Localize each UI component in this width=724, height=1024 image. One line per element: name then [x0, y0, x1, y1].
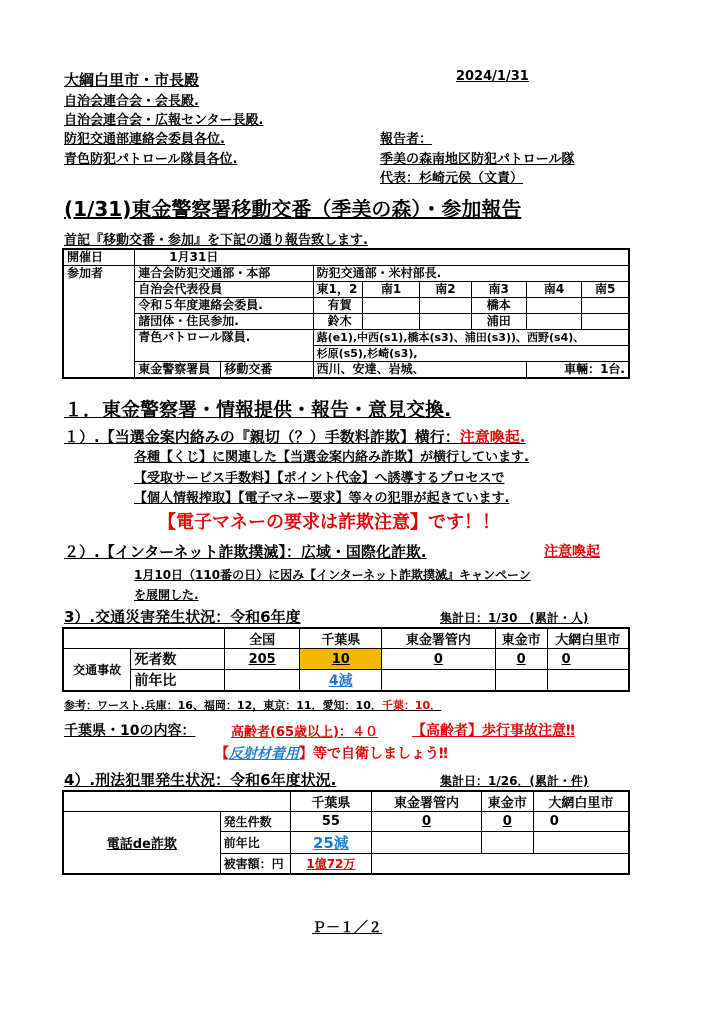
area-cell: 浦田: [471, 314, 526, 330]
area-cell: [582, 298, 629, 314]
section1-heading: １．東金警察署・情報提供・報告・意見交換.: [64, 399, 452, 421]
area-header: 南3: [471, 282, 526, 298]
reflector-word: 反射材着用: [229, 746, 299, 762]
item1-title-text: １）.【当選金案内絡みの『親切（？）手数料詐欺】横行：: [64, 428, 460, 446]
area-cell: 鈴木: [313, 314, 362, 330]
vehicle-count: 車輛：1台.: [526, 362, 629, 379]
row-label: 移動交番: [221, 362, 313, 379]
item1-warning: 【電子マネーの要求は詐欺注意】です！！: [158, 512, 500, 533]
area-cell: [362, 314, 419, 330]
addressee-line-5: 青色防犯パトロール隊員各位.: [64, 152, 238, 167]
chiba-warning: 【高齢者】歩行事故注意‼: [412, 723, 575, 739]
area-cell: [420, 314, 471, 330]
addressee-line-1: 大綱白里市・市長殿: [64, 71, 200, 89]
police-staff: 西川、安達、岩城、: [313, 362, 526, 379]
area-header: 南2: [420, 282, 471, 298]
patrol-members-2: 杉原(s5),杉崎(s3),: [313, 346, 629, 362]
section4-title: 4）.刑法犯罪発生状況：令和6年度状況.: [64, 771, 337, 789]
deaths-togane-police: 0: [382, 649, 496, 670]
area-cell: [526, 314, 581, 330]
traffic-table: [62, 627, 630, 692]
area-cell: 有賀: [313, 298, 362, 314]
col-header: 東金署管内: [372, 791, 482, 812]
row-label: 自治会代表役員: [135, 282, 313, 298]
item1-line-1: 各種【くじ】に関連した【当選金案内絡み詐欺】が横行しています.: [134, 450, 529, 465]
reporter-rep: 代表：杉崎元侯（文責）: [380, 171, 524, 186]
area-cell: [362, 298, 419, 314]
deaths-label: 死者数: [131, 649, 225, 670]
reference-chiba: 千葉：10．: [381, 699, 442, 712]
area-cell: 橋本: [471, 298, 526, 314]
row-value: 防犯交通部・米村部長.: [313, 266, 629, 282]
item2-line-2: を展開した.: [134, 588, 199, 602]
report-title: (1/31)東金警察署移動交番（季美の森）・参加報告: [64, 197, 522, 221]
section4-tally: 集計日：1/26．(累計・件): [440, 774, 589, 788]
deaths-togane-city: 0: [495, 649, 547, 670]
damage-label: 被害額：円: [220, 854, 290, 875]
damage-chiba: 1億72万: [290, 854, 372, 875]
item2-line-1: 1月10日（110番の日）に因み【インターネット詐欺撲滅』キャンペーン: [134, 568, 531, 582]
row-label: 交通事故: [63, 649, 131, 692]
row-label: 諸団体・住民参加.: [135, 314, 313, 330]
col-header: 東金署管内: [382, 628, 496, 649]
date-label: 開催日: [63, 249, 135, 266]
item1-alert: 注意喚起.: [459, 428, 526, 446]
report-date: 2024/1/31: [456, 69, 529, 84]
deaths-oamishirasato: 0: [547, 649, 629, 670]
date-value: 1月31日: [135, 249, 629, 266]
item2-title: ２）.【インターネット詐欺撲滅】：広域・国際化詐欺.: [64, 543, 427, 561]
col-header: 東金市: [481, 791, 533, 812]
area-header: 南4: [526, 282, 581, 298]
count-chiba: 55: [290, 812, 372, 832]
section3-tally: 集計日：1/30 (累計・人): [440, 611, 589, 625]
yoy-chiba: 4減: [300, 670, 382, 692]
addressee-line-3: 自治会連合会・広報センター長殿.: [64, 113, 264, 128]
participants-label: 参加者: [63, 266, 135, 379]
yoy-label: 前年比: [131, 670, 225, 692]
row-label: 電話de詐欺: [63, 812, 220, 875]
section3-title: 3）.交通災害発生状況：令和6年度: [64, 608, 301, 626]
reporter-org: 季美の森南地区防犯パトロール隊: [380, 152, 575, 167]
area-cell: [582, 314, 629, 330]
count-oamishirasato: 0: [533, 812, 629, 832]
item2-alert: 注意喚起: [544, 544, 600, 560]
reflector-note: [215, 743, 448, 763]
addressee-line-4: 防犯交通部連絡会委員各位.: [64, 132, 225, 147]
page-number: Ｐ－１／２: [312, 920, 382, 936]
item1-line-2: 【受取サービス手数料】【ポイント代金】へ誘導するプロセスで: [134, 471, 505, 486]
count-label: 発生件数: [220, 812, 290, 832]
participants-table: [62, 248, 630, 379]
area-cell: [526, 298, 581, 314]
item1-title: [64, 426, 525, 447]
chiba-elderly: 高齢者(65歳以上)：４０: [231, 725, 378, 740]
col-header: 千葉県: [300, 628, 382, 649]
crime-table: [62, 790, 630, 875]
area-header: 東1，2: [313, 282, 362, 298]
reference-text: 参考：ワースト.兵庫：16、福岡：12，東京：11．愛知：10．: [64, 699, 382, 712]
reflector-close: 】等で自衛しましょう‼: [299, 746, 448, 762]
chiba-label: 千葉県・10の内容：: [64, 723, 196, 739]
area-cell: [420, 298, 471, 314]
count-togane-police: 0: [372, 812, 482, 832]
reference-line: [64, 697, 441, 713]
col-header: 大網白里市: [533, 791, 629, 812]
deaths-national: 205: [224, 649, 300, 670]
item1-line-3: 【個人情報搾取】【電子マネー要求】等々の犯罪が起きています.: [134, 491, 510, 506]
deaths-chiba: 10: [300, 649, 382, 670]
addressee-line-2: 自治会連合会・会長殿.: [64, 94, 199, 109]
area-header: 南5: [582, 282, 629, 298]
col-header: 全国: [224, 628, 300, 649]
reporter-label: 報告者：: [380, 132, 433, 147]
col-header: 千葉県: [290, 791, 372, 812]
row-label: 連合会防犯交通部・本部: [135, 266, 313, 282]
patrol-members-1: 蕗(e1),中西(s1),橋本(s3)、浦田(s3))、西野(s4)、: [313, 330, 629, 346]
yoy-label: 前年比: [220, 832, 290, 854]
row-label: 令和５年度連絡会委員.: [135, 298, 313, 314]
row-label: 東金警察署員: [135, 362, 221, 379]
count-togane-city: 0: [481, 812, 533, 832]
col-header: 東金市: [495, 628, 547, 649]
col-header: 大網白里市: [547, 628, 629, 649]
area-header: 南1: [362, 282, 419, 298]
yoy-chiba: 25減: [290, 832, 372, 854]
intro-text: 首記『移動交番・参加』を下記の通り報告致します.: [64, 233, 368, 248]
reflector-open: 【: [215, 746, 229, 762]
row-label: 青色パトロール隊員.: [135, 330, 313, 362]
